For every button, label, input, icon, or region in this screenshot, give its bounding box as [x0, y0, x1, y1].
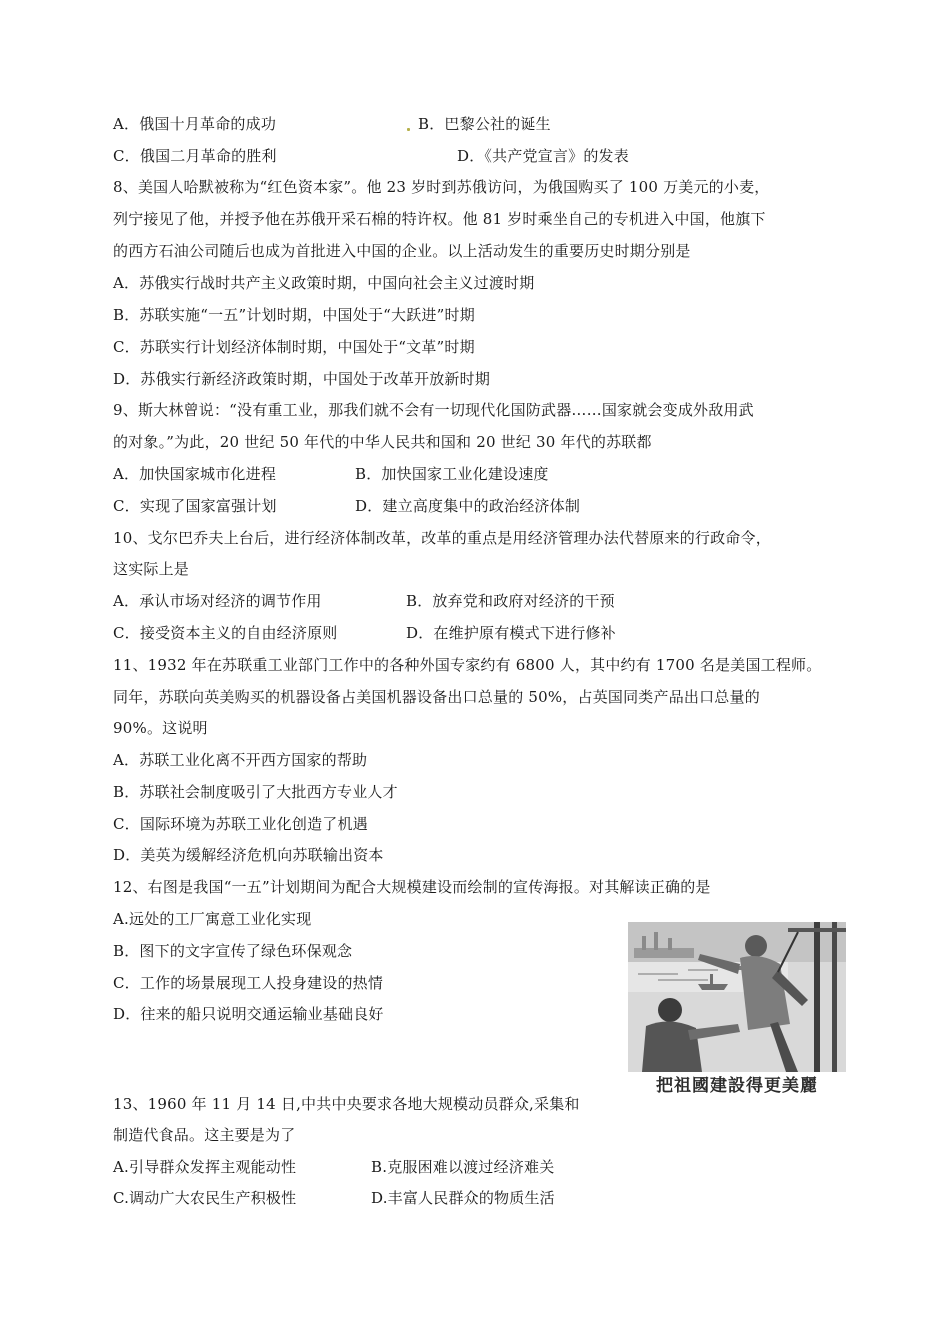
q13-option-a: A.引导群众发挥主观能动性 [113, 1158, 297, 1176]
q13-option-c: C.调动广大农民生产积极性 [113, 1189, 297, 1207]
q10-option-c: C．接受资本主义的自由经济原则 [113, 624, 338, 642]
q7-option-c: C．俄国二月革命的胜利 [113, 147, 277, 165]
q7-option-b: B．巴黎公社的诞生 [418, 115, 551, 133]
q12-option-b: B．图下的文字宣传了绿色环保观念 [113, 942, 353, 960]
q9-option-b: B．加快国家工业化建设速度 [355, 465, 549, 483]
q12-option-a: A.远处的工厂寓意工业化实现 [113, 910, 312, 928]
q10-option-d: D．在维护原有模式下进行修补 [406, 624, 616, 642]
q11-stem-line: 90%。这说明 [113, 719, 208, 737]
q11-option-c: C．国际环境为苏联工业化创造了机遇 [113, 815, 368, 833]
q10-option-b: B．放弃党和政府对经济的干预 [406, 592, 615, 610]
q13-option-b: B.克服困难以渡过经济难关 [371, 1158, 555, 1176]
q13-option-d: D.丰富人民群众的物质生活 [371, 1189, 555, 1207]
poster-caption: 把祖國建設得更美麗 [656, 1076, 818, 1096]
q11-option-d: D．美英为缓解经济危机向苏联输出资本 [113, 846, 384, 864]
q9-option-a: A．加快国家城市化进程 [113, 465, 277, 483]
q8-stem-line: 列宁接见了他，并授予他在苏俄开采石棉的特许权。他 81 岁时乘坐自己的专机进入中国，他旗下 [113, 210, 766, 228]
speck-mark [407, 128, 410, 131]
q10-stem-line: 这实际上是 [113, 560, 190, 578]
q12-option-c: C．工作的场景展现工人投身建设的热情 [113, 974, 384, 992]
q8-stem-line: 8、美国人哈默被称为“红色资本家”。他 23 岁时到苏俄访问，为俄国购买了 100 万美元的小麦， [113, 178, 770, 196]
q8-option-a: A．苏俄实行战时共产主义政策时期，中国向社会主义过渡时期 [113, 274, 535, 292]
q11-option-b: B．苏联社会制度吸引了大批西方专业人才 [113, 783, 398, 801]
q12-option-d: D．往来的船只说明交通运输业基础良好 [113, 1005, 384, 1023]
q9-option-d: D．建立高度集中的政治经济体制 [355, 497, 581, 515]
q10-option-a: A．承认市场对经济的调节作用 [113, 592, 322, 610]
q13-stem-line: 13、1960 年 11 月 14 日,中共中央要求各地大规模动员群众,采集和 [113, 1095, 580, 1113]
q12-stem: 12、右图是我国“一五”计划期间为配合大规模建设而绘制的宣传海报。对其解读正确的是 [113, 878, 711, 896]
q10-stem-line: 10、戈尔巴乔夫上台后，进行经济体制改革，改革的重点是用经济管理办法代替原来的行政命令， [113, 529, 771, 547]
q13-stem-line: 制造代食品。这主要是为了 [113, 1126, 296, 1144]
q9-stem-line: 的对象。”为此，20 世纪 50 年代的中华人民共和国和 20 世纪 30 年代的苏联都 [113, 433, 652, 451]
q8-stem-line: 的西方石油公司随后也成为首批进入中国的企业。以上活动发生的重要历史时期分别是 [113, 242, 691, 260]
q9-stem-line: 9、斯大林曾说：“没有重工业，那我们就不会有一切现代化国防武器……国家就会变成外敌用武 [113, 401, 754, 419]
q8-option-d: D．苏俄实行新经济政策时期，中国处于改革开放新时期 [113, 370, 491, 388]
q7-option-d: D．《共产党宣言》的发表 [457, 147, 629, 165]
q8-option-b: B．苏联实施“一五”计划时期，中国处于“大跃进”时期 [113, 306, 475, 324]
q7-option-a: A．俄国十月革命的成功 [113, 115, 277, 133]
q11-option-a: A．苏联工业化离不开西方国家的帮助 [113, 751, 368, 769]
q9-option-c: C．实现了国家富强计划 [113, 497, 277, 515]
q11-stem-line: 11、1932 年在苏联重工业部门工作中的各种外国专家约有 6800 人，其中约有 1700 名是美国工程师。 [113, 656, 822, 674]
propaganda-poster-image [628, 922, 846, 1098]
q11-stem-line: 同年，苏联向英美购买的机器设备占美国机器设备出口总量的 50%，占英国同类产品出口总量的 [113, 688, 760, 706]
q8-option-c: C．苏联实行计划经济体制时期，中国处于“文革”时期 [113, 338, 475, 356]
